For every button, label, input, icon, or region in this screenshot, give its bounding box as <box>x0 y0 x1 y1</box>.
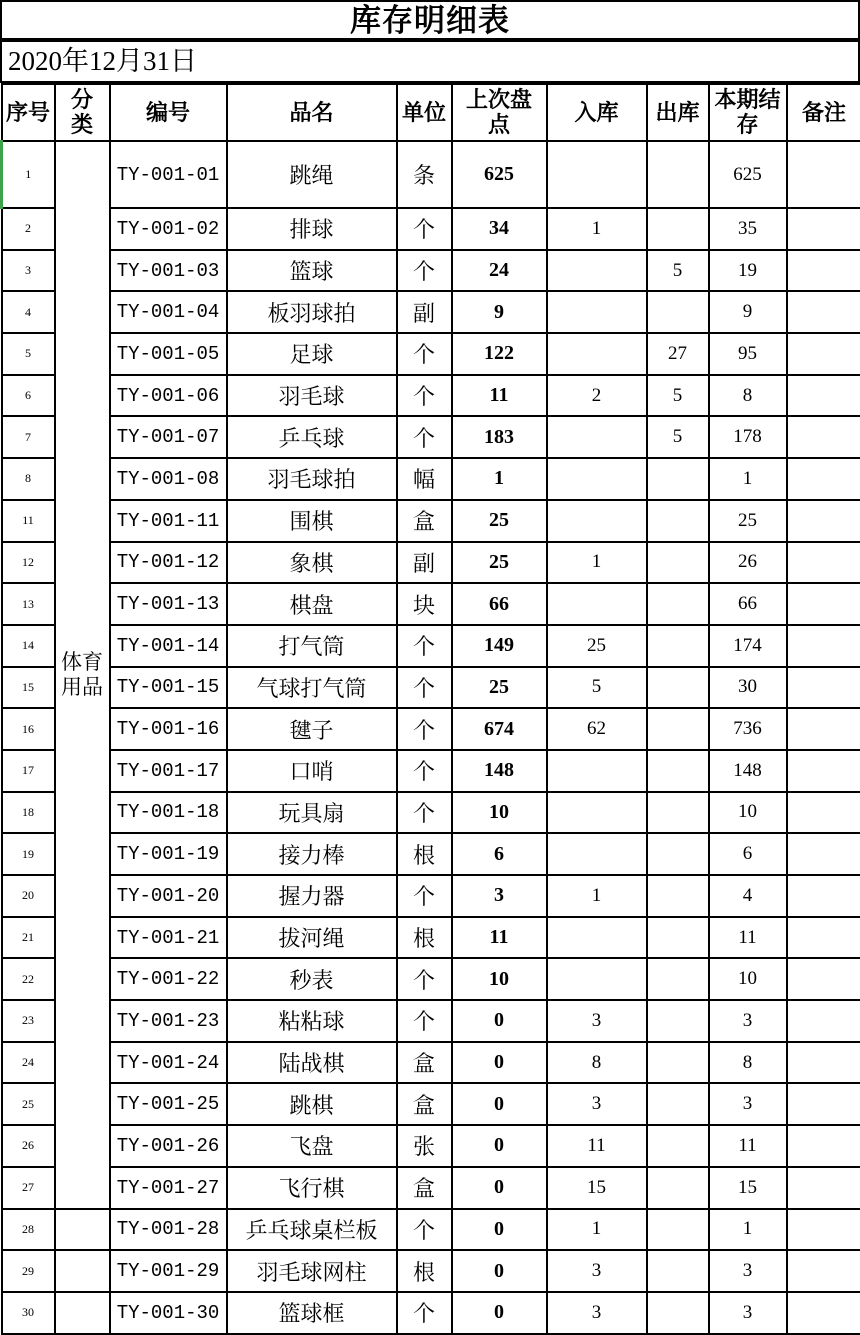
cell-name[interactable]: 拔河绳 <box>227 917 397 959</box>
cell-inbound[interactable] <box>547 500 647 542</box>
cell-last-count[interactable]: 183 <box>452 416 547 458</box>
table-row <box>2 667 860 709</box>
cell-outbound[interactable] <box>647 1209 709 1251</box>
cell-note[interactable] <box>787 583 860 625</box>
cell-code[interactable]: TY-001-21 <box>110 917 227 959</box>
cell-note[interactable] <box>787 375 860 417</box>
cell-name[interactable]: 口哨 <box>227 750 397 792</box>
cell-note[interactable] <box>787 1083 860 1125</box>
cell-inbound[interactable]: 1 <box>547 875 647 917</box>
cell-serial[interactable]: 18 <box>2 792 55 834</box>
cell-inbound[interactable] <box>547 792 647 834</box>
cell-code[interactable]: TY-001-30 <box>110 1292 227 1334</box>
cell-unit[interactable]: 个 <box>397 333 452 375</box>
cell-balance[interactable]: 15 <box>709 1167 787 1209</box>
cell-balance[interactable]: 3 <box>709 1000 787 1042</box>
cell-category[interactable] <box>55 1292 110 1334</box>
cell-unit[interactable]: 盒 <box>397 1167 452 1209</box>
cell-last-count[interactable]: 148 <box>452 750 547 792</box>
cell-code[interactable]: TY-001-26 <box>110 1125 227 1167</box>
cell-serial[interactable]: 23 <box>2 1000 55 1042</box>
table-row <box>2 1250 860 1292</box>
cell-balance[interactable]: 35 <box>709 208 787 250</box>
cell-serial[interactable]: 5 <box>2 333 55 375</box>
cell-code[interactable]: TY-001-22 <box>110 958 227 1000</box>
cell-inbound[interactable]: 15 <box>547 1167 647 1209</box>
table-body <box>2 141 860 1334</box>
cell-last-count[interactable]: 0 <box>452 1042 547 1084</box>
cell-inbound[interactable]: 3 <box>547 1292 647 1334</box>
cell-inbound[interactable]: 3 <box>547 1250 647 1292</box>
cell-code[interactable]: TY-001-29 <box>110 1250 227 1292</box>
cell-name[interactable]: 羽毛球拍 <box>227 458 397 500</box>
cell-balance[interactable]: 148 <box>709 750 787 792</box>
table-row <box>2 250 860 292</box>
cell-balance[interactable]: 1 <box>709 1209 787 1251</box>
cell-unit[interactable]: 盒 <box>397 1042 452 1084</box>
column-header-serial[interactable]: 序号 <box>2 84 55 141</box>
cell-note[interactable] <box>787 1209 860 1251</box>
cell-inbound[interactable] <box>547 833 647 875</box>
cell-unit[interactable]: 个 <box>397 958 452 1000</box>
cell-category[interactable] <box>55 1209 110 1251</box>
cell-last-count[interactable]: 24 <box>452 250 547 292</box>
cell-note[interactable] <box>787 141 860 208</box>
table-row <box>2 792 860 834</box>
cell-serial[interactable]: 29 <box>2 1250 55 1292</box>
cell-inbound[interactable] <box>547 291 647 333</box>
cell-unit[interactable]: 根 <box>397 917 452 959</box>
cell-inbound[interactable]: 1 <box>547 542 647 584</box>
cell-code[interactable]: TY-001-20 <box>110 875 227 917</box>
cell-outbound[interactable] <box>647 458 709 500</box>
cell-code[interactable]: TY-001-08 <box>110 458 227 500</box>
cell-serial[interactable]: 8 <box>2 458 55 500</box>
cell-inbound[interactable]: 1 <box>547 1209 647 1251</box>
cell-outbound[interactable] <box>647 667 709 709</box>
cell-name[interactable]: 粘粘球 <box>227 1000 397 1042</box>
cell-code[interactable]: TY-001-03 <box>110 250 227 292</box>
cell-code[interactable]: TY-001-02 <box>110 208 227 250</box>
cell-note[interactable] <box>787 291 860 333</box>
cell-code[interactable]: TY-001-25 <box>110 1083 227 1125</box>
cell-outbound[interactable] <box>647 792 709 834</box>
cell-unit[interactable]: 个 <box>397 750 452 792</box>
cell-note[interactable] <box>787 500 860 542</box>
cell-serial[interactable]: 27 <box>2 1167 55 1209</box>
cell-last-count[interactable]: 25 <box>452 500 547 542</box>
cell-last-count[interactable]: 149 <box>452 625 547 667</box>
cell-serial[interactable]: 20 <box>2 875 55 917</box>
cell-name[interactable]: 象棋 <box>227 542 397 584</box>
cell-outbound[interactable]: 5 <box>647 375 709 417</box>
column-header-outbound[interactable]: 出库 <box>647 84 709 141</box>
cell-code[interactable]: TY-001-23 <box>110 1000 227 1042</box>
cell-outbound[interactable] <box>647 1000 709 1042</box>
table-row <box>2 1125 860 1167</box>
cell-serial[interactable]: 6 <box>2 375 55 417</box>
cell-outbound[interactable] <box>647 833 709 875</box>
cell-balance[interactable]: 736 <box>709 708 787 750</box>
cell-outbound[interactable] <box>647 917 709 959</box>
cell-inbound[interactable]: 2 <box>547 375 647 417</box>
table-row <box>2 208 860 250</box>
cell-unit[interactable]: 块 <box>397 583 452 625</box>
cell-note[interactable] <box>787 1167 860 1209</box>
cell-balance[interactable]: 6 <box>709 833 787 875</box>
cell-serial[interactable]: 12 <box>2 542 55 584</box>
cell-note[interactable] <box>787 625 860 667</box>
cell-balance[interactable]: 625 <box>709 141 787 208</box>
cell-name[interactable]: 跳绳 <box>227 141 397 208</box>
table-row <box>2 1042 860 1084</box>
table-row <box>2 917 860 959</box>
cell-inbound[interactable] <box>547 416 647 458</box>
cell-unit[interactable]: 个 <box>397 625 452 667</box>
cell-last-count[interactable]: 6 <box>452 833 547 875</box>
cell-outbound[interactable] <box>647 1292 709 1334</box>
cell-balance[interactable]: 25 <box>709 500 787 542</box>
cell-code[interactable]: TY-001-15 <box>110 667 227 709</box>
cell-name[interactable]: 打气筒 <box>227 625 397 667</box>
cell-unit[interactable]: 副 <box>397 542 452 584</box>
table-row <box>2 141 860 208</box>
column-header-unit[interactable]: 单位 <box>397 84 452 141</box>
cell-code[interactable]: TY-001-27 <box>110 1167 227 1209</box>
column-header-note[interactable]: 备注 <box>787 84 860 141</box>
cell-outbound[interactable]: 5 <box>647 250 709 292</box>
cell-last-count[interactable]: 11 <box>452 375 547 417</box>
cell-inbound[interactable] <box>547 250 647 292</box>
cell-serial[interactable]: 11 <box>2 500 55 542</box>
column-header-balance[interactable]: 本期结存 <box>709 84 787 141</box>
cell-name[interactable]: 羽毛球 <box>227 375 397 417</box>
table-row <box>2 1167 860 1209</box>
cell-serial[interactable]: 16 <box>2 708 55 750</box>
cell-outbound[interactable] <box>647 1250 709 1292</box>
cell-outbound[interactable] <box>647 500 709 542</box>
cell-inbound[interactable]: 1 <box>547 208 647 250</box>
cell-code[interactable]: TY-001-11 <box>110 500 227 542</box>
cell-balance[interactable]: 8 <box>709 1042 787 1084</box>
cell-balance[interactable]: 9 <box>709 291 787 333</box>
report-date[interactable]: 2020年12月31日 <box>0 42 860 83</box>
cell-balance[interactable]: 3 <box>709 1292 787 1334</box>
cell-note[interactable] <box>787 333 860 375</box>
cell-inbound[interactable]: 62 <box>547 708 647 750</box>
cell-inbound[interactable] <box>547 750 647 792</box>
cell-outbound[interactable] <box>647 542 709 584</box>
cell-serial[interactable]: 3 <box>2 250 55 292</box>
cell-name[interactable]: 板羽球拍 <box>227 291 397 333</box>
inventory-table <box>0 83 860 1335</box>
cell-last-count[interactable]: 1 <box>452 458 547 500</box>
cell-serial[interactable]: 21 <box>2 917 55 959</box>
cell-balance[interactable]: 95 <box>709 333 787 375</box>
cell-note[interactable] <box>787 1125 860 1167</box>
cell-unit[interactable]: 根 <box>397 833 452 875</box>
cell-last-count[interactable]: 25 <box>452 542 547 584</box>
cell-unit[interactable]: 个 <box>397 875 452 917</box>
cell-code[interactable]: TY-001-18 <box>110 792 227 834</box>
cell-code[interactable]: TY-001-07 <box>110 416 227 458</box>
cell-name[interactable]: 羽毛球网柱 <box>227 1250 397 1292</box>
cell-name[interactable]: 飞盘 <box>227 1125 397 1167</box>
cell-last-count[interactable]: 0 <box>452 1167 547 1209</box>
table-row <box>2 1292 860 1334</box>
cell-balance[interactable]: 1 <box>709 458 787 500</box>
cell-balance[interactable]: 8 <box>709 375 787 417</box>
cell-last-count[interactable]: 122 <box>452 333 547 375</box>
cell-note[interactable] <box>787 708 860 750</box>
cell-name[interactable]: 毽子 <box>227 708 397 750</box>
cell-note[interactable] <box>787 833 860 875</box>
cell-unit[interactable]: 个 <box>397 792 452 834</box>
table-row <box>2 500 860 542</box>
cell-last-count[interactable]: 9 <box>452 291 547 333</box>
cell-last-count[interactable]: 10 <box>452 792 547 834</box>
cell-note[interactable] <box>787 1000 860 1042</box>
table-row <box>2 416 860 458</box>
cell-outbound[interactable] <box>647 583 709 625</box>
column-header-name[interactable]: 品名 <box>227 84 397 141</box>
cell-balance[interactable]: 26 <box>709 542 787 584</box>
cell-note[interactable] <box>787 542 860 584</box>
cell-unit[interactable]: 副 <box>397 291 452 333</box>
cell-unit[interactable]: 个 <box>397 667 452 709</box>
table-row <box>2 958 860 1000</box>
cell-code[interactable]: TY-001-12 <box>110 542 227 584</box>
column-header-inbound[interactable]: 入库 <box>547 84 647 141</box>
cell-name[interactable]: 跳棋 <box>227 1083 397 1125</box>
cell-inbound[interactable]: 25 <box>547 625 647 667</box>
cell-serial[interactable]: 4 <box>2 291 55 333</box>
cell-code[interactable]: TY-001-14 <box>110 625 227 667</box>
cell-serial[interactable]: 14 <box>2 625 55 667</box>
cell-outbound[interactable] <box>647 875 709 917</box>
cell-code[interactable]: TY-001-13 <box>110 583 227 625</box>
cell-outbound[interactable] <box>647 1125 709 1167</box>
cell-note[interactable] <box>787 875 860 917</box>
cell-outbound[interactable] <box>647 1167 709 1209</box>
cell-balance[interactable]: 11 <box>709 1125 787 1167</box>
cell-unit[interactable]: 个 <box>397 1209 452 1251</box>
cell-name[interactable]: 飞行棋 <box>227 1167 397 1209</box>
cell-last-count[interactable]: 25 <box>452 667 547 709</box>
cell-note[interactable] <box>787 458 860 500</box>
cell-outbound[interactable]: 5 <box>647 416 709 458</box>
cell-unit[interactable]: 个 <box>397 1292 452 1334</box>
cell-unit[interactable]: 根 <box>397 1250 452 1292</box>
cell-balance[interactable]: 11 <box>709 917 787 959</box>
table-row <box>2 583 860 625</box>
cell-unit[interactable]: 个 <box>397 375 452 417</box>
cell-last-count[interactable]: 0 <box>452 1209 547 1251</box>
cell-note[interactable] <box>787 667 860 709</box>
cell-unit[interactable]: 个 <box>397 708 452 750</box>
cell-note[interactable] <box>787 1292 860 1334</box>
cell-serial[interactable]: 19 <box>2 833 55 875</box>
cell-inbound[interactable] <box>547 458 647 500</box>
cell-name[interactable]: 气球打气筒 <box>227 667 397 709</box>
cell-last-count[interactable]: 34 <box>452 208 547 250</box>
cell-code[interactable]: TY-001-04 <box>110 291 227 333</box>
cell-note[interactable] <box>787 1042 860 1084</box>
cell-outbound[interactable] <box>647 958 709 1000</box>
cell-unit[interactable]: 盒 <box>397 1083 452 1125</box>
cell-inbound[interactable]: 8 <box>547 1042 647 1084</box>
table-row <box>2 833 860 875</box>
cell-outbound[interactable] <box>647 1083 709 1125</box>
cell-note[interactable] <box>787 208 860 250</box>
cell-unit[interactable]: 幅 <box>397 458 452 500</box>
cell-serial[interactable]: 28 <box>2 1209 55 1251</box>
cell-name[interactable]: 乒乓球 <box>227 416 397 458</box>
cell-last-count[interactable]: 674 <box>452 708 547 750</box>
table-row <box>2 375 860 417</box>
cell-last-count[interactable]: 625 <box>452 141 547 208</box>
cell-balance[interactable]: 3 <box>709 1083 787 1125</box>
cell-unit[interactable]: 个 <box>397 208 452 250</box>
cell-note[interactable] <box>787 250 860 292</box>
cell-unit[interactable]: 条 <box>397 141 452 208</box>
cell-inbound[interactable] <box>547 583 647 625</box>
column-header-code[interactable]: 编号 <box>110 84 227 141</box>
cell-serial[interactable]: 30 <box>2 1292 55 1334</box>
cell-inbound[interactable] <box>547 141 647 208</box>
cell-outbound[interactable]: 27 <box>647 333 709 375</box>
cell-serial[interactable]: 13 <box>2 583 55 625</box>
cell-category-merged[interactable]: 体育用品 <box>55 141 110 1209</box>
cell-name[interactable]: 排球 <box>227 208 397 250</box>
cell-unit[interactable]: 个 <box>397 416 452 458</box>
cell-name[interactable]: 篮球 <box>227 250 397 292</box>
cell-unit[interactable]: 盒 <box>397 500 452 542</box>
cell-outbound[interactable] <box>647 1042 709 1084</box>
cell-last-count[interactable]: 3 <box>452 875 547 917</box>
cell-name[interactable]: 玩具扇 <box>227 792 397 834</box>
table-row <box>2 542 860 584</box>
cell-unit[interactable]: 张 <box>397 1125 452 1167</box>
table-row <box>2 1083 860 1125</box>
cell-code[interactable]: TY-001-01 <box>110 141 227 208</box>
cell-balance[interactable]: 4 <box>709 875 787 917</box>
cell-name[interactable]: 围棋 <box>227 500 397 542</box>
cell-outbound[interactable] <box>647 750 709 792</box>
cell-inbound[interactable] <box>547 958 647 1000</box>
cell-code[interactable]: TY-001-05 <box>110 333 227 375</box>
table-row <box>2 458 860 500</box>
cell-outbound[interactable] <box>647 141 709 208</box>
cell-inbound[interactable] <box>547 917 647 959</box>
cell-outbound[interactable] <box>647 291 709 333</box>
cell-last-count[interactable]: 11 <box>452 917 547 959</box>
cell-inbound[interactable]: 5 <box>547 667 647 709</box>
cell-balance[interactable]: 178 <box>709 416 787 458</box>
cell-name[interactable]: 乒乓球桌栏板 <box>227 1209 397 1251</box>
cell-name[interactable]: 接力棒 <box>227 833 397 875</box>
column-header-last-count[interactable]: 上次盘点 <box>452 84 547 141</box>
cell-note[interactable] <box>787 792 860 834</box>
cell-note[interactable] <box>787 1250 860 1292</box>
cell-balance[interactable]: 10 <box>709 792 787 834</box>
cell-last-count[interactable]: 0 <box>452 1292 547 1334</box>
cell-balance[interactable]: 10 <box>709 958 787 1000</box>
cell-inbound[interactable]: 3 <box>547 1083 647 1125</box>
table-row <box>2 291 860 333</box>
cell-inbound[interactable]: 11 <box>547 1125 647 1167</box>
cell-balance[interactable]: 19 <box>709 250 787 292</box>
cell-name[interactable]: 篮球框 <box>227 1292 397 1334</box>
cell-category[interactable] <box>55 1250 110 1292</box>
cell-name[interactable]: 秒表 <box>227 958 397 1000</box>
cell-balance[interactable]: 3 <box>709 1250 787 1292</box>
cell-serial[interactable]: 26 <box>2 1125 55 1167</box>
cell-inbound[interactable]: 3 <box>547 1000 647 1042</box>
table-row <box>2 1000 860 1042</box>
cell-serial[interactable]: 24 <box>2 1042 55 1084</box>
cell-name[interactable]: 足球 <box>227 333 397 375</box>
table-row <box>2 1209 860 1251</box>
cell-outbound[interactable] <box>647 625 709 667</box>
table-row <box>2 750 860 792</box>
cell-note[interactable] <box>787 917 860 959</box>
cell-unit[interactable]: 个 <box>397 1000 452 1042</box>
cell-serial[interactable]: 17 <box>2 750 55 792</box>
cell-serial[interactable]: 22 <box>2 958 55 1000</box>
cell-code[interactable]: TY-001-28 <box>110 1209 227 1251</box>
cell-serial[interactable]: 1 <box>2 141 55 208</box>
cell-last-count[interactable]: 66 <box>452 583 547 625</box>
cell-last-count[interactable]: 10 <box>452 958 547 1000</box>
cell-note[interactable] <box>787 958 860 1000</box>
cell-serial[interactable]: 25 <box>2 1083 55 1125</box>
cell-name[interactable]: 棋盘 <box>227 583 397 625</box>
cell-last-count[interactable]: 0 <box>452 1000 547 1042</box>
cell-inbound[interactable] <box>547 333 647 375</box>
header-row <box>2 84 860 141</box>
cell-serial[interactable]: 7 <box>2 416 55 458</box>
cell-name[interactable]: 陆战棋 <box>227 1042 397 1084</box>
table-row <box>2 708 860 750</box>
cell-code[interactable]: TY-001-16 <box>110 708 227 750</box>
page-title[interactable]: 库存明细表 <box>0 0 860 42</box>
cell-last-count[interactable]: 0 <box>452 1083 547 1125</box>
table-row <box>2 333 860 375</box>
cell-unit[interactable]: 个 <box>397 250 452 292</box>
cell-code[interactable]: TY-001-24 <box>110 1042 227 1084</box>
table-row <box>2 625 860 667</box>
cell-outbound[interactable] <box>647 708 709 750</box>
cell-balance[interactable]: 66 <box>709 583 787 625</box>
cell-note[interactable] <box>787 416 860 458</box>
cell-last-count[interactable]: 0 <box>452 1250 547 1292</box>
table-row <box>2 875 860 917</box>
cell-balance[interactable]: 174 <box>709 625 787 667</box>
cell-code[interactable]: TY-001-19 <box>110 833 227 875</box>
column-header-category[interactable]: 分类 <box>55 84 110 141</box>
cell-code[interactable]: TY-001-17 <box>110 750 227 792</box>
cell-serial[interactable]: 2 <box>2 208 55 250</box>
cell-name[interactable]: 握力器 <box>227 875 397 917</box>
cell-balance[interactable]: 30 <box>709 667 787 709</box>
cell-serial[interactable]: 15 <box>2 667 55 709</box>
cell-code[interactable]: TY-001-06 <box>110 375 227 417</box>
cell-last-count[interactable]: 0 <box>452 1125 547 1167</box>
cell-outbound[interactable] <box>647 208 709 250</box>
cell-note[interactable] <box>787 750 860 792</box>
